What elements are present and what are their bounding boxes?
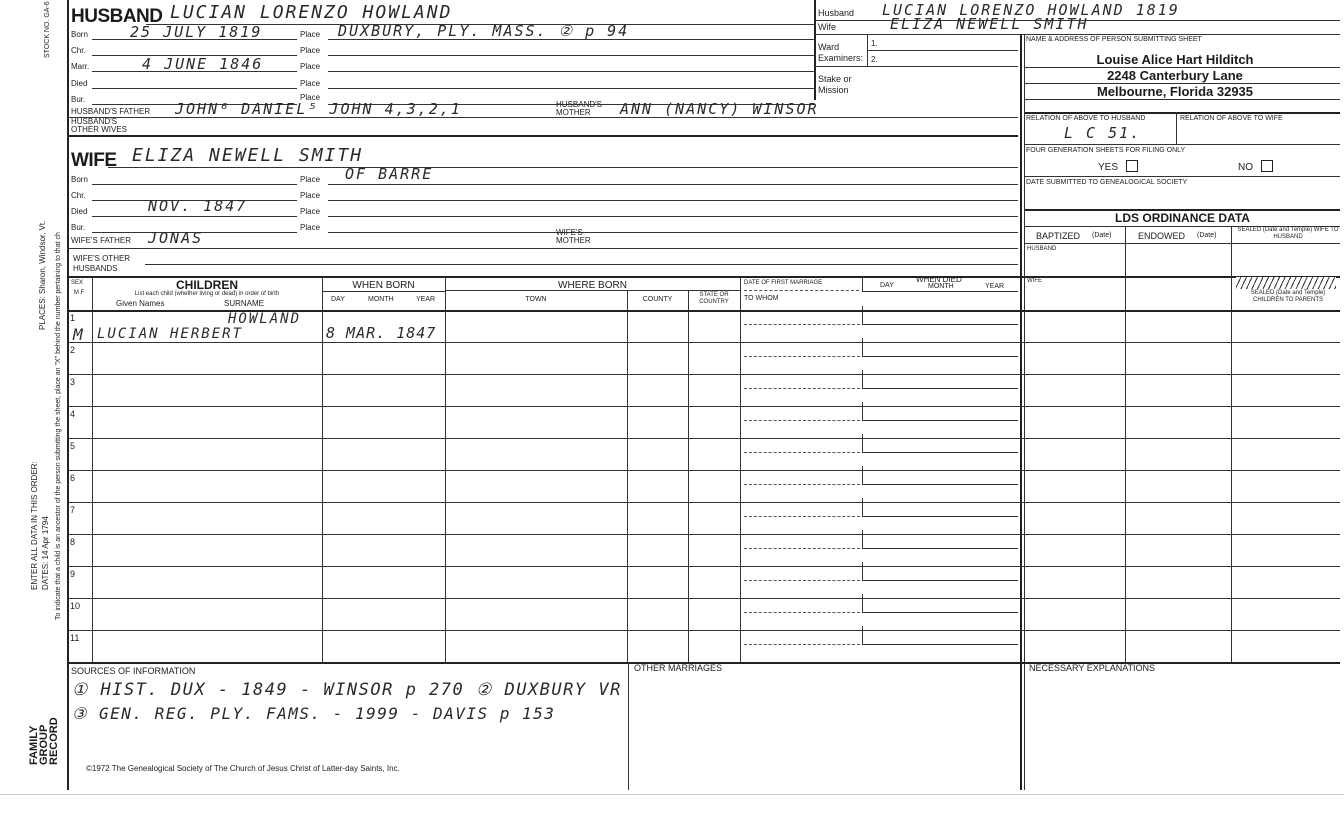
child-row-divider: [68, 630, 1340, 631]
when-died-tick: [862, 498, 863, 516]
children-sub: List each child (whether living or dead) in order of birth: [134, 291, 280, 297]
husband-born-label: Born: [71, 30, 88, 39]
mf-label: M F: [73, 290, 85, 296]
sealed-hatch: [1236, 277, 1336, 289]
when-died-tick: [862, 306, 863, 324]
source-line-1: ① HIST. DUX - 1849 - WINSOR p 270 ② DUXBURY VR: [72, 680, 622, 700]
wife-name: ELIZA NEWELL SMITH: [132, 145, 364, 166]
wife-died-place-label: Place: [300, 207, 321, 216]
when-died-line: [862, 356, 1018, 357]
date-submitted-label: DATE SUBMITTED TO GENEALOGICAL SOCIETY: [1026, 179, 1188, 186]
first-marriage-dash: [744, 644, 860, 645]
child-row-number: 1: [70, 313, 76, 323]
when-died-line: [862, 516, 1018, 517]
husband-died-place-label: Place: [300, 79, 321, 88]
wife-born-place-label: Place: [300, 175, 321, 184]
first-marriage-dash: [744, 548, 860, 549]
child-row-number: 9: [70, 569, 76, 579]
rp-husband-label: Husband: [818, 8, 855, 18]
given-label: Given Names: [116, 299, 165, 308]
submitter-city: Melbourne, Florida 32935: [1096, 84, 1254, 99]
husband-chr-place-label: Place: [300, 46, 321, 55]
county-label: COUNTY: [642, 296, 673, 303]
lds-title: LDS ORDINANCE DATA: [1115, 211, 1250, 225]
baptized-label: BAPTIZED: [1036, 231, 1081, 241]
wife-bur-place-label: Place: [300, 223, 321, 232]
child-row-divider: [68, 406, 1340, 407]
four-gen-label: FOUR GENERATION SHEETS FOR FILING ONLY: [1026, 147, 1186, 154]
when-died-line: [862, 580, 1018, 581]
submitter-label: NAME & ADDRESS OF PERSON SUBMITTING SHEET: [1026, 36, 1202, 43]
when-died-tick: [862, 594, 863, 612]
ward-label: Ward: [818, 42, 840, 52]
surname-label: SURNAME: [224, 299, 265, 308]
husband-marr-label: Marr.: [71, 62, 90, 71]
when-died-tick: [862, 530, 863, 548]
wife-born-label: Born: [71, 175, 88, 184]
when-born-label: WHEN BORN: [352, 280, 415, 291]
wife-bur-label: Bur.: [71, 223, 86, 232]
husband-name: LUCIAN LORENZO HOWLAND: [170, 2, 453, 23]
wife-chr-label: Chr.: [71, 191, 86, 200]
husband-marr: 4 JUNE 1846: [142, 55, 264, 73]
wife-father-label: WIFE'S FATHER: [71, 236, 132, 245]
born-day-label: DAY: [331, 296, 345, 303]
husband-marr-place-label: Place: [300, 62, 321, 71]
husband-born: 25 JULY 1819: [130, 23, 263, 41]
relation-husband-label: RELATION OF ABOVE TO HUSBAND: [1026, 115, 1146, 122]
rp-wife-value: ELIZA NEWELL SMITH: [890, 15, 1089, 33]
sex-label: SEX: [71, 280, 84, 286]
child-row-divider: [68, 534, 1340, 535]
child-row-number: 2: [70, 345, 76, 355]
wife-heading: WIFE: [71, 150, 117, 171]
husband-bur-label: Bur.: [71, 95, 86, 104]
when-died-tick: [862, 370, 863, 388]
no-label: NO: [1238, 162, 1253, 173]
child-1-sex: M: [73, 325, 83, 344]
husband-born-place-label: Place: [300, 30, 321, 39]
to-whom-label: TO WHOM: [744, 295, 779, 302]
child-row-number: 4: [70, 409, 76, 419]
rp-husband-value: LUCIAN LORENZO HOWLAND 1819: [882, 1, 1180, 19]
husband-chr-label: Chr.: [71, 46, 86, 55]
examiners-label: Examiners:: [818, 53, 864, 63]
when-died-line: [862, 388, 1018, 389]
child-row-number: 10: [70, 601, 81, 611]
died-month-label: MONTH: [928, 283, 954, 290]
born-year-label: YEAR: [416, 296, 436, 303]
child-row-number: 5: [70, 441, 76, 451]
when-died-line: [862, 324, 1018, 325]
enter-order-note: ENTER ALL DATA IN THIS ORDER:: [30, 461, 39, 590]
when-died-tick: [862, 626, 863, 644]
wife-born-place: OF BARRE: [345, 165, 434, 183]
wife-died-label: Died: [71, 207, 88, 216]
other-marriages-label: OTHER MARRIAGES: [634, 663, 723, 673]
yes-label: YES: [1098, 162, 1119, 173]
husband-heading: HUSBAND: [71, 6, 163, 27]
when-died-line: [862, 452, 1018, 453]
first-marriage-dash: [744, 612, 860, 613]
places-note: PLACES: Sharon, Windsor, Vt.: [38, 220, 47, 330]
child-row-divider: [68, 342, 1340, 343]
explanations-label: NECESSARY EXPLANATIONS: [1029, 663, 1156, 673]
husband-died-label: Died: [71, 79, 88, 88]
died-year-label: YEAR: [985, 283, 1005, 290]
record-title: FAMILY GROUP RECORD: [28, 717, 60, 765]
first-marriage-dash: [744, 324, 860, 325]
first-marriage-dash: [744, 356, 860, 357]
stake-label: Stake or Mission: [818, 74, 852, 95]
first-marriage-label: DATE OF FIRST MARRIAGE: [744, 280, 823, 286]
submitter-street: 2248 Canterbury Lane: [1107, 68, 1243, 83]
when-died-line: [862, 644, 1018, 645]
wife-other-husbands-label: WIFE'S OTHER HUSBANDS: [73, 254, 131, 273]
no-checkbox[interactable]: [1261, 160, 1273, 172]
baptized-date-label: (Date): [1092, 232, 1112, 239]
wife-died: NOV. 1847: [148, 197, 248, 215]
when-died-tick: [862, 434, 863, 452]
child-1-born: 8 MAR. 1847: [326, 324, 437, 342]
source-line-2: ③ GEN. REG. PLY. FAMS. - 1999 - DAVIS p 153: [72, 704, 556, 723]
copyright: ©1972 The Genealogical Society of The Church of Jesus Christ of Latter-day Saints, Inc.: [86, 764, 400, 773]
stock-number: STOCK NO. GA-6: [44, 1, 51, 58]
examiner-2: 2.: [871, 55, 878, 64]
child-row-number: 11: [70, 633, 80, 643]
dates-note: DATES: 14 Apr 1794: [41, 516, 50, 590]
child-row-number: 6: [70, 473, 76, 483]
relation-wife-label: RELATION OF ABOVE TO WIFE: [1180, 115, 1283, 122]
child-row-divider: [68, 470, 1340, 471]
when-died-tick: [862, 402, 863, 420]
first-marriage-dash: [744, 452, 860, 453]
endowed-label: ENDOWED: [1138, 231, 1185, 241]
child-row-divider: [68, 598, 1340, 599]
husband-father: JOHN⁶ DANIEL⁵ JOHN 4,3,2,1: [175, 100, 462, 118]
child-row-divider: [68, 502, 1340, 503]
child-row-number: 7: [70, 505, 76, 515]
submitter-name: Louise Alice Hart Hilditch: [1096, 52, 1254, 67]
town-label: TOWN: [525, 296, 547, 303]
lds-husband-label: HUSBAND: [1027, 246, 1057, 252]
children-title: CHILDREN: [176, 278, 238, 292]
when-died-line: [862, 548, 1018, 549]
when-died-line: [862, 420, 1018, 421]
sealed-children-label: SEALED (Date and Temple) CHILDREN TO PARENTS: [1250, 290, 1326, 303]
when-died-tick: [862, 338, 863, 356]
child-row-divider: [68, 438, 1340, 439]
first-marriage-dash: [744, 484, 860, 485]
first-marriage-dash: [744, 580, 860, 581]
child-row-divider: [68, 566, 1340, 567]
child-row-divider: [68, 374, 1340, 375]
husband-born-place: DUXBURY, PLY. MASS. ② p 94: [338, 22, 630, 40]
when-died-line: [862, 484, 1018, 485]
state-label: STATE OR COUNTRY: [699, 292, 729, 305]
husband-mother: ANN (NANCY) WINSOR: [620, 100, 819, 118]
wife-mother-label: WIFE'S MOTHER: [556, 228, 591, 245]
when-died-tick: [862, 466, 863, 484]
child-row-number: 8: [70, 537, 76, 547]
first-marriage-dash: [744, 388, 860, 389]
sealed-husband-label: SEALED (Date and Temple) WIFE TO HUSBAND: [1237, 227, 1339, 240]
relation-husband-value: L C 51.: [1064, 124, 1142, 142]
when-died-label: WHEN DIED: [916, 275, 962, 284]
husband-mother-label: HUSBAND'S MOTHER: [556, 100, 602, 117]
child-row-number: 3: [70, 377, 76, 387]
ancestor-instructions: To indicate that a child is an ancestor of the person submitting the sheet, place an "X" behind the number pertaining to that ch: [55, 232, 62, 620]
rp-wife-label: Wife: [818, 22, 836, 32]
where-born-label: WHERE BORN: [558, 280, 627, 291]
sources-label: SOURCES OF INFORMATION: [71, 666, 196, 676]
husband-other-wives-label: HUSBAND'S OTHER WIVES: [71, 117, 128, 134]
born-month-label: MONTH: [368, 296, 394, 303]
lds-wife-label: WIFE: [1027, 278, 1042, 284]
wife-father: JONAS: [148, 229, 204, 247]
when-died-tick: [862, 562, 863, 580]
died-day-label: DAY: [880, 282, 894, 289]
yes-checkbox[interactable]: [1126, 160, 1138, 172]
husband-bur-place-label: Place: [300, 93, 321, 102]
endowed-date-label: (Date): [1197, 232, 1217, 239]
first-marriage-dash: [744, 420, 860, 421]
husband-father-label: HUSBAND'S FATHER: [71, 107, 151, 116]
first-marriage-dash: [744, 516, 860, 517]
when-died-line: [862, 612, 1018, 613]
examiner-1: 1.: [871, 39, 878, 48]
child-1-given: LUCIAN HERBERT: [97, 326, 244, 342]
wife-chr-place-label: Place: [300, 191, 321, 200]
child-1-surname: HOWLAND: [228, 311, 302, 327]
